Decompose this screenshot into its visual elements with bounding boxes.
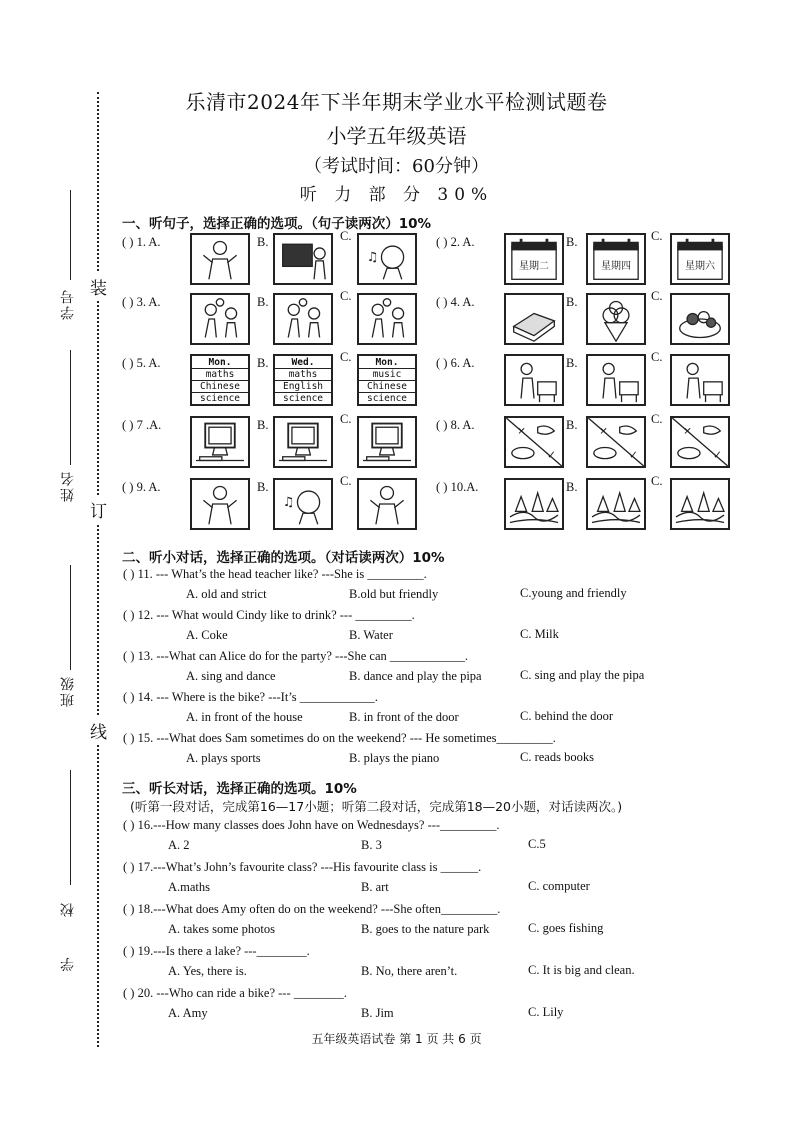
option-b-label: B. [566, 295, 578, 309]
option-c: C.5 [528, 837, 546, 851]
class-line [70, 565, 71, 670]
question-text: ( ) 11. --- What’s the head teacher like? ---She is _________. [123, 567, 427, 581]
option-b: B. No, there aren’t. [361, 964, 458, 978]
schedule-mon-b [357, 354, 417, 406]
svg-text:✕: ✕ [599, 426, 608, 438]
calendar-thursday-icon [586, 233, 646, 285]
blackboard-icon [273, 233, 333, 285]
calendar-saturday-icon [670, 233, 730, 285]
option-b: B. goes to the nature park [361, 922, 490, 936]
exam-subtitle: 小学五年级英语 [326, 124, 467, 148]
option-b-label: B. [566, 356, 578, 370]
kids-basketball-icon [190, 293, 250, 345]
schedule-line: Mon. [192, 357, 248, 369]
option-c: C. reads books [520, 750, 594, 764]
option-a: A. sing and dance [186, 669, 276, 683]
boy-board-icon [190, 478, 250, 530]
listening-part: 听 力 部 分 30% [299, 185, 494, 205]
option-b-label: B. [566, 418, 578, 432]
svg-text:♫: ♫ [366, 249, 379, 265]
computer-room-icon [273, 416, 333, 468]
computer-monitor-icon [357, 416, 417, 468]
option-c-label: C. [340, 350, 352, 364]
schedule-line: music [359, 369, 415, 381]
girl-music-icon [273, 478, 333, 530]
option-c: C. behind the door [520, 709, 614, 723]
binding-mark-ding: 订 [90, 495, 107, 524]
option-c: C. Milk [520, 627, 559, 641]
question-number: ( ) 2. A. [436, 235, 475, 249]
schedule-line: maths [192, 369, 248, 381]
option-b: B. 3 [361, 838, 382, 852]
question-text: ( ) 20. ---Who can ride a bike? --- ________. [123, 986, 347, 1000]
section3-note: (听第一段对话，完成第16—17小题；听第二段对话，完成第18—20小题，对话读两次。) [130, 799, 623, 814]
question-number: ( ) 10.A. [436, 480, 479, 494]
option-b: B.old but friendly [349, 587, 439, 601]
boy-reading-icon [504, 354, 564, 406]
calendar-text: 星期六 [685, 261, 715, 272]
option-a: A. takes some photos [168, 922, 275, 936]
option-b: B. in front of the door [349, 710, 459, 724]
option-a: A. Yes, there is. [168, 964, 247, 978]
river-icon [504, 478, 564, 530]
option-c: C. computer [528, 879, 590, 893]
question-text: ( ) 13. ---What can Alice do for the party? ---She can ____________. [123, 649, 469, 663]
option-c: C.young and friendly [520, 586, 627, 600]
option-b-label: B. [566, 480, 578, 494]
page-footer: 五年级英语试卷 第 1 页 共 6 页 [311, 1032, 482, 1046]
option-b: B. Water [349, 628, 393, 642]
lake-trees-icon [670, 478, 730, 530]
girl-singing-icon [357, 233, 417, 285]
question-number: ( ) 1. A. [122, 235, 161, 249]
option-c-label: C. [651, 289, 663, 303]
question-number: ( ) 3. A. [122, 295, 161, 309]
svg-text:✕: ✕ [683, 426, 692, 438]
option-a: A. old and strict [186, 587, 267, 601]
school-line [70, 770, 71, 885]
question-text: ( ) 12. --- What would Cindy like to drink? --- _________. [123, 608, 415, 622]
option-c: C. It is big and clean. [528, 963, 635, 977]
svg-text:✓: ✓ [628, 448, 639, 462]
option-a: A. Coke [186, 628, 228, 642]
schedule-mon-a [190, 354, 250, 406]
option-b-label: B. [257, 235, 269, 249]
option-c-label: C. [340, 289, 352, 303]
question-text: ( ) 17.---What’s John’s favourite class? ---His favourite class is ______. [123, 860, 482, 874]
question-text: ( ) 18.---What does Amy often do on the weekend? ---She often_________. [123, 902, 501, 916]
option-b: B. Jim [361, 1006, 394, 1020]
kids-soccer-icon [357, 293, 417, 345]
binding-dotted-line [97, 92, 99, 1047]
question-number: ( ) 5. A. [122, 356, 161, 370]
kids-cleaning-icon [586, 354, 646, 406]
option-a: A. plays sports [186, 751, 261, 765]
option-b-label: B. [257, 295, 269, 309]
section2-heading: 二、听小对话，选择正确的选项。（对话读两次）10% [122, 550, 445, 566]
ice-cream-icon [586, 293, 646, 345]
svg-text:✓: ✓ [546, 448, 557, 462]
svg-text:♫: ♫ [282, 494, 295, 510]
option-c: C. Lily [528, 1005, 564, 1019]
svg-text:✕: ✕ [517, 426, 526, 438]
food-choice-b-icon [586, 416, 646, 468]
option-b: B. plays the piano [349, 751, 440, 765]
student-id-label: 学号 [60, 288, 76, 320]
option-c-label: C. [340, 412, 352, 426]
name-label: 姓名 [60, 470, 76, 502]
option-c-label: C. [340, 474, 352, 488]
option-c: C. goes fishing [528, 921, 604, 935]
calendar-text: 星期四 [601, 261, 631, 272]
option-c-label: C. [651, 350, 663, 364]
schedule-line: science [282, 393, 324, 404]
ballet-girl-icon [357, 478, 417, 530]
sandwich-icon [504, 293, 564, 345]
school-label: 学 校 [60, 885, 76, 972]
computer-desk-icon [190, 416, 250, 468]
question-number: ( ) 8. A. [436, 418, 475, 432]
section3-heading: 三、听长对话，选择正确的选项。10% [122, 781, 357, 797]
option-c-label: C. [340, 229, 352, 243]
question-number: ( ) 4. A. [436, 295, 475, 309]
option-a: A. in front of the house [186, 710, 303, 724]
class-label: 班级 [60, 675, 76, 707]
question-number: ( ) 6. A. [436, 356, 475, 370]
exam-time: （考试时间：60分钟） [304, 156, 489, 177]
option-c: C. sing and play the pipa [520, 668, 645, 682]
kungfu-kid-icon [273, 293, 333, 345]
option-c-label: C. [651, 474, 663, 488]
question-text: ( ) 14. --- Where is the bike? ---It’s ____________. [123, 690, 378, 704]
kids-talking-icon [670, 354, 730, 406]
schedule-line: Wed. [275, 357, 331, 369]
calendar-text: 星期二 [519, 261, 549, 272]
question-text: ( ) 16.---How many classes does John have on Wednesdays? ---_________. [123, 818, 500, 832]
salad-icon [670, 293, 730, 345]
schedule-line: science [199, 393, 241, 404]
option-a: A. Amy [168, 1006, 208, 1020]
calendar-tuesday-icon [504, 233, 564, 285]
option-c-label: C. [651, 229, 663, 243]
option-b: B. art [361, 880, 389, 894]
svg-text:✓: ✓ [712, 448, 723, 462]
question-text: ( ) 15. ---What does Sam sometimes do on the weekend? --- He sometimes_________. [123, 731, 556, 745]
schedule-line: English [275, 381, 331, 393]
option-c-label: C. [651, 412, 663, 426]
food-choice-c-icon [670, 416, 730, 468]
schedule-line: maths [275, 369, 331, 381]
option-b-label: B. [257, 356, 269, 370]
question-number: ( ) 7 .A. [122, 418, 162, 432]
schedule-wed [273, 354, 333, 406]
schedule-line: science [366, 393, 408, 404]
option-b: B. dance and play the pipa [349, 669, 482, 683]
option-b-label: B. [566, 235, 578, 249]
name-line [70, 350, 71, 465]
option-b-label: B. [257, 480, 269, 494]
option-b-label: B. [257, 418, 269, 432]
question-text: ( ) 19.---Is there a lake? ---________. [123, 944, 310, 958]
section1-heading: 一、听句子，选择正确的选项。（句子读两次）10% [122, 216, 432, 232]
option-a: A.maths [168, 880, 211, 894]
schedule-line: Mon. [359, 357, 415, 369]
question-number: ( ) 9. A. [122, 480, 161, 494]
man-singing-icon [190, 233, 250, 285]
schedule-line: Chinese [192, 381, 248, 393]
schedule-line: Chinese [359, 381, 415, 393]
food-choice-a-icon [504, 416, 564, 468]
option-a: A. 2 [168, 838, 190, 852]
binding-mark-zhuang: 装 [90, 272, 107, 301]
exam-title: 乐清市2024年下半年期末学业水平检测试题卷 [185, 90, 608, 114]
binding-mark-xian: 线 [90, 716, 107, 745]
forest-icon [586, 478, 646, 530]
